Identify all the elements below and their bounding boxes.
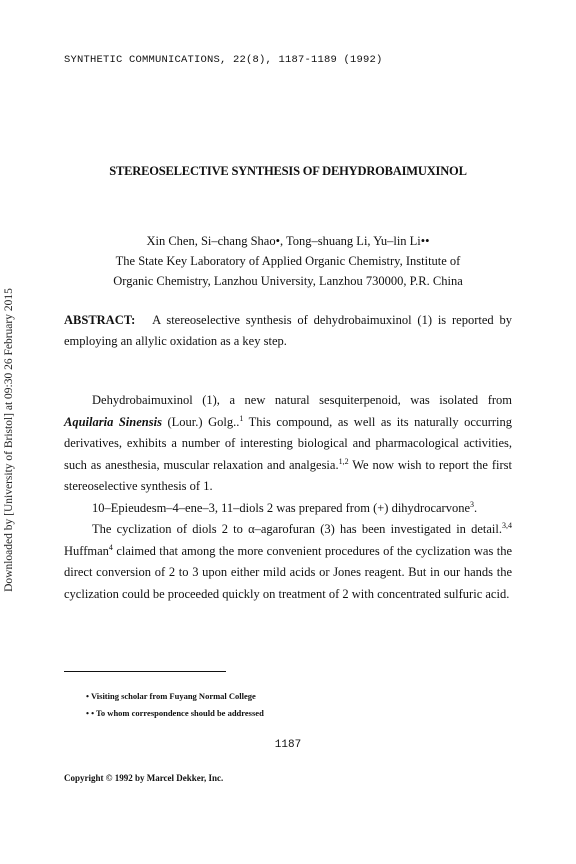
- affiliation-line-1: The State Key Laboratory of Applied Organic Chemistry, Institute of: [115, 254, 461, 268]
- affiliation-line-2: Organic Chemistry, Lanzhou University, Lanzhou 730000, P.R. China: [113, 274, 463, 288]
- paragraph-2-part-b: .: [474, 500, 478, 515]
- citation-superscript: 1: [239, 413, 244, 423]
- paragraph-3: [64, 519, 512, 605]
- author-list: Xin Chen, Si–chang Shao•, Tong–shuang Li, Yu–lin Li••: [146, 234, 430, 248]
- abstract-label: ABSTRACT:: [64, 313, 136, 327]
- footnote-visiting-scholar: • Visiting scholar from Fuyang Normal College: [86, 691, 256, 701]
- citation-superscript: 4: [108, 542, 113, 552]
- article-title: STEREOSELECTIVE SYNTHESIS OF DEHYDROBAIMUXINOL: [109, 164, 467, 178]
- paragraph-1-part-b: (Lour.) Golg..: [161, 414, 240, 429]
- paragraph-3-part-b: Huffman: [64, 543, 109, 558]
- citation-superscript: 3: [470, 499, 475, 509]
- abstract-text: A stereoselective synthesis of dehydrobaimuxinol (1) is reported by employing an allylic oxidation as a key step.: [64, 313, 512, 348]
- download-watermark: [2, 230, 16, 650]
- paragraph-3-part-c: claimed that among the more convenient procedures of the cyclization was the direct conversion of 2 to 3 upon either mild acids or Jones reagent. But in our hands the cyclization could be proceeded quickly on treatment of 2 with concentrated sulfuric acid.: [64, 543, 512, 601]
- journal-citation: SYNTHETIC COMMUNICATIONS, 22(8), 1187-1189 (1992): [64, 54, 383, 66]
- paragraph-3-part-a: The cyclization of diols 2 to α–agarofuran (3) has been investigated in detail.: [92, 522, 502, 536]
- citation-superscript: 3,4: [502, 520, 512, 530]
- paragraph-2-part-a: 10–Epieudesm–4–ene–3, 11–diols 2 was prepared from (+) dihydrocarvone: [92, 500, 471, 515]
- paragraph-1: [64, 390, 512, 498]
- body-text: [64, 390, 512, 605]
- species-name: Aquilaria Sinensis: [64, 414, 162, 429]
- citation-superscript: 1,2: [338, 456, 349, 466]
- footnote-divider: [64, 671, 226, 672]
- abstract: [64, 310, 512, 352]
- author-block: [64, 231, 512, 291]
- footnote-correspondence: • • To whom correspondence should be addressed: [86, 708, 264, 718]
- paragraph-1-part-c: This compound, as well as its naturally occurring derivatives, exhibits a number of interesting biological and pharmacological activities, such as anesthesia, muscular relaxation and analgesia.: [64, 414, 513, 472]
- copyright-notice: Copyright © 1992 by Marcel Dekker, Inc.: [64, 773, 224, 783]
- download-watermark-text: Downloaded by [University of Bristol] at 09:30 26 February 2015: [3, 288, 15, 592]
- paragraph-1-part-d: We now wish to report the first stereoselective synthesis of 1.: [64, 457, 512, 493]
- page-number: 1187: [274, 739, 302, 751]
- footnotes: [86, 688, 264, 722]
- paragraph-1-part-a: Dehydrobaimuxinol (1), a new natural sesquiterpenoid, was isolated from: [92, 393, 512, 407]
- paragraph-2: [64, 498, 512, 520]
